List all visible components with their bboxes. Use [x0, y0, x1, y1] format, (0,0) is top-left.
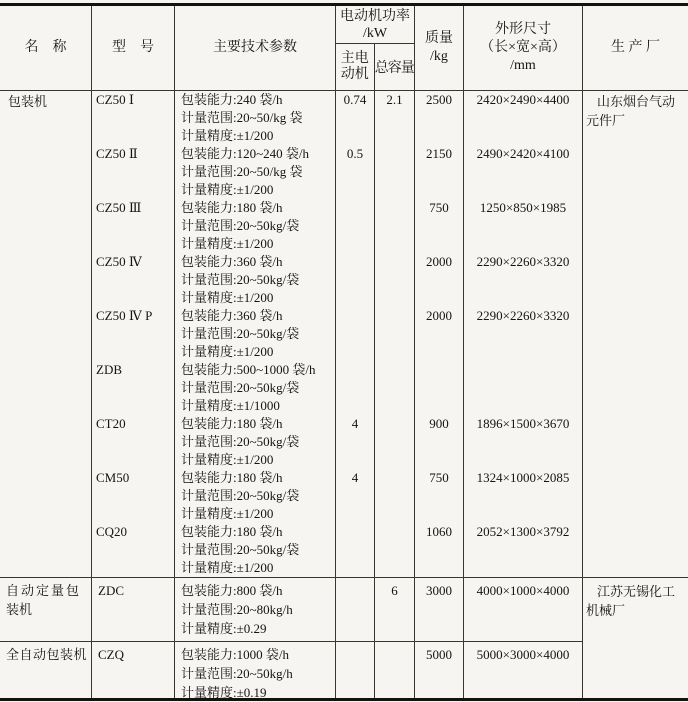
param-line: 包装能力:180 袋/h — [181, 470, 283, 485]
section-zdc-czq — [0, 578, 688, 698]
dims-value: 4000×1000×4000 — [464, 578, 582, 642]
col-header-dimensions — [464, 6, 583, 90]
param-line: 计量精度:±1/200 — [181, 290, 274, 305]
params-cell — [175, 307, 335, 361]
params-cell — [175, 415, 335, 469]
param-line: 计量精度:±1/200 — [181, 128, 274, 143]
param-line: 计量范围:20~50kg/袋 — [181, 380, 300, 395]
params-cell — [175, 91, 335, 145]
manufacturer-cell — [583, 91, 688, 577]
param-line: 计量精度:±1/200 — [181, 344, 274, 359]
main-motor-value — [336, 199, 374, 253]
total-capacity-value: 6 — [375, 578, 414, 642]
mass-unit: /kg — [430, 49, 448, 64]
mass-value: 2000 — [426, 254, 452, 269]
spec-table — [0, 3, 688, 701]
name-cell — [0, 578, 91, 642]
total-capacity-value — [375, 415, 414, 469]
total-capacity-value: 2.1 — [386, 92, 403, 107]
param-line: 计量精度:±1/200 — [181, 452, 274, 467]
model-cell: CZ50 Ⅰ — [96, 92, 134, 107]
mass-value: 1060 — [426, 524, 452, 539]
model-cell: CZ50 Ⅲ — [96, 200, 142, 215]
param-line: 计量范围:20~50kg/袋 — [181, 272, 300, 287]
param-line: 包装能力:360 袋/h — [181, 308, 283, 323]
param-line: 包装能力:1000 袋/h — [181, 647, 289, 662]
main-motor-value: 0.74 — [343, 92, 367, 107]
motor-power-unit: /kW — [362, 25, 388, 41]
manufacturer-line1: 山东烟台气动 — [597, 94, 676, 109]
manufacturer-line2: 元件厂 — [586, 113, 626, 128]
name-line1: 全自动包装机 — [6, 647, 88, 662]
manufacturer-cell — [583, 578, 688, 698]
main-motor-line2: 动机 — [340, 67, 369, 82]
main-motor-value — [336, 361, 374, 415]
main-motor-value: 4 — [351, 470, 359, 485]
param-line: 计量精度:±0.19 — [181, 685, 267, 700]
param-line: 计量范围:20~50kg/袋 — [181, 434, 300, 449]
mass-value: 2500 — [426, 92, 452, 107]
param-line: 计量精度:±1/1000 — [181, 398, 280, 413]
total-capacity-value — [375, 361, 414, 415]
param-line: 计量精度:±1/200 — [181, 506, 274, 521]
col-header-motor-power — [336, 6, 415, 90]
total-capacity-column — [375, 578, 415, 698]
param-line: 包装能力:180 袋/h — [181, 416, 283, 431]
section-baozhuangji — [0, 91, 688, 578]
param-line: 计量范围:20~50kg/袋 — [181, 218, 300, 233]
param-line: 包装能力:180 袋/h — [181, 200, 283, 215]
dims-column — [464, 578, 583, 698]
params-cell — [175, 578, 335, 642]
motor-power-line1: 电动机功率 — [340, 8, 410, 24]
mass-line1: 质量 — [425, 31, 453, 46]
param-line: 包装能力:240 袋/h — [181, 92, 283, 107]
params-cell — [175, 642, 335, 700]
dims-value: 2290×2260×3320 — [476, 254, 570, 269]
manufacturer-line1: 江苏无锡化工 — [597, 584, 676, 599]
main-motor-line1: 主电 — [340, 51, 369, 66]
params-cell — [175, 469, 335, 523]
model-cell: CQ20 — [96, 524, 128, 539]
params-cell — [175, 199, 335, 253]
param-line: 包装能力:180 袋/h — [181, 524, 283, 539]
param-line: 计量范围:20~50kg/袋 — [181, 488, 300, 503]
model-cell: ZDC — [98, 583, 124, 598]
col-header-params: 主要技术参数 — [175, 6, 336, 90]
dims-value: 1896×1500×3670 — [476, 416, 570, 431]
main-motor-value — [336, 578, 374, 642]
model-cell: CZ50 Ⅳ — [96, 254, 142, 269]
total-capacity-value — [375, 199, 414, 253]
total-capacity-value — [375, 642, 414, 697]
dims-line1: 外形尺寸 — [494, 22, 551, 37]
main-motor-value — [336, 307, 374, 361]
params-cell — [175, 253, 335, 307]
main-motor-value — [336, 642, 374, 697]
model-cell: CZ50 Ⅳ P — [96, 308, 153, 323]
motor-power-subheaders — [336, 44, 414, 90]
total-capacity-value — [375, 523, 414, 577]
col-header-mass — [415, 6, 464, 90]
mass-value: 2150 — [426, 146, 452, 161]
main-motor-column — [336, 578, 375, 698]
dims-unit: /mm — [510, 58, 536, 73]
model-cell: CZQ — [98, 647, 124, 662]
main-motor-value: 0.5 — [346, 146, 364, 161]
name-line1: 自动定量包 — [6, 583, 82, 598]
param-line: 包装能力:800 袋/h — [181, 583, 283, 598]
main-motor-value: 4 — [351, 416, 359, 431]
dims-value: 2290×2260×3320 — [476, 308, 570, 323]
param-line: 包装能力:120~240 袋/h — [181, 146, 310, 161]
mass-value: 5000 — [426, 647, 452, 662]
param-line: 计量精度:±1/200 — [181, 236, 274, 251]
name-cell — [0, 642, 91, 697]
total-capacity-value — [375, 307, 414, 361]
model-cell: CM50 — [96, 470, 130, 485]
dims-value: 1324×1000×2085 — [476, 470, 570, 485]
param-line: 计量范围:20~50kg/袋 — [181, 326, 300, 341]
params-column — [175, 91, 336, 577]
col-header-name: 名 称 — [0, 6, 92, 90]
col-header-manufacturer: 生 产 厂 — [611, 40, 660, 55]
param-line: 计量范围:20~50/kg 袋 — [181, 110, 303, 125]
main-motor-column — [336, 91, 375, 577]
model-column — [92, 578, 175, 698]
dims-value: 2490×2420×4100 — [476, 146, 570, 161]
mass-value: 900 — [429, 416, 449, 431]
mass-value: 750 — [429, 470, 449, 485]
mass-value: 2000 — [426, 308, 452, 323]
total-capacity-value — [375, 469, 414, 523]
col-header-model: 型 号 — [92, 6, 175, 90]
param-line: 计量范围:20~50/kg 袋 — [181, 164, 303, 179]
name-cell: 包装机 — [0, 91, 92, 577]
model-cell: ZDB — [96, 362, 122, 377]
mass-column — [415, 578, 464, 698]
params-cell — [175, 361, 335, 415]
dims-line2: （长×宽×高） — [480, 40, 566, 55]
params-cell — [175, 145, 335, 199]
name-column — [0, 578, 92, 698]
param-line: 包装能力:500~1000 袋/h — [181, 362, 316, 377]
mass-value: 3000 — [415, 578, 463, 642]
model-cell: CZ50 Ⅱ — [96, 146, 138, 161]
dims-column — [464, 91, 583, 577]
header-row — [0, 6, 688, 91]
param-line: 计量精度:±0.29 — [181, 621, 267, 636]
main-motor-value — [336, 253, 374, 307]
mass-value — [415, 361, 463, 415]
model-column — [92, 91, 175, 577]
param-line: 计量精度:±1/200 — [181, 182, 274, 197]
params-cell — [175, 523, 335, 577]
params-column — [175, 578, 336, 698]
dims-value: 5000×3000×4000 — [476, 647, 570, 662]
param-line: 计量范围:20~50kg/h — [181, 666, 293, 681]
col-header-total-capacity: 总容量 — [374, 61, 414, 76]
col-header-main-motor — [336, 44, 375, 90]
model-cell: CT20 — [96, 416, 126, 431]
total-capacity-value — [375, 145, 414, 199]
total-capacity-column — [375, 91, 415, 577]
main-motor-value — [336, 523, 374, 577]
dims-value — [464, 361, 582, 415]
dims-value: 1250×850×1985 — [479, 200, 567, 215]
param-line: 计量精度:±1/200 — [181, 560, 274, 575]
motor-power-title — [336, 6, 414, 44]
mass-column — [415, 91, 464, 577]
name-line2: 装机 — [6, 602, 33, 617]
param-line: 计量范围:20~80kg/h — [181, 602, 293, 617]
mass-value: 750 — [429, 200, 449, 215]
param-line: 计量范围:20~50kg/袋 — [181, 542, 300, 557]
param-line: 包装能力:360 袋/h — [181, 254, 283, 269]
manufacturer-line2: 机械厂 — [586, 603, 626, 618]
dims-value: 2420×2490×4400 — [476, 92, 570, 107]
total-capacity-value — [375, 253, 414, 307]
dims-value: 2052×1300×3792 — [476, 524, 570, 539]
